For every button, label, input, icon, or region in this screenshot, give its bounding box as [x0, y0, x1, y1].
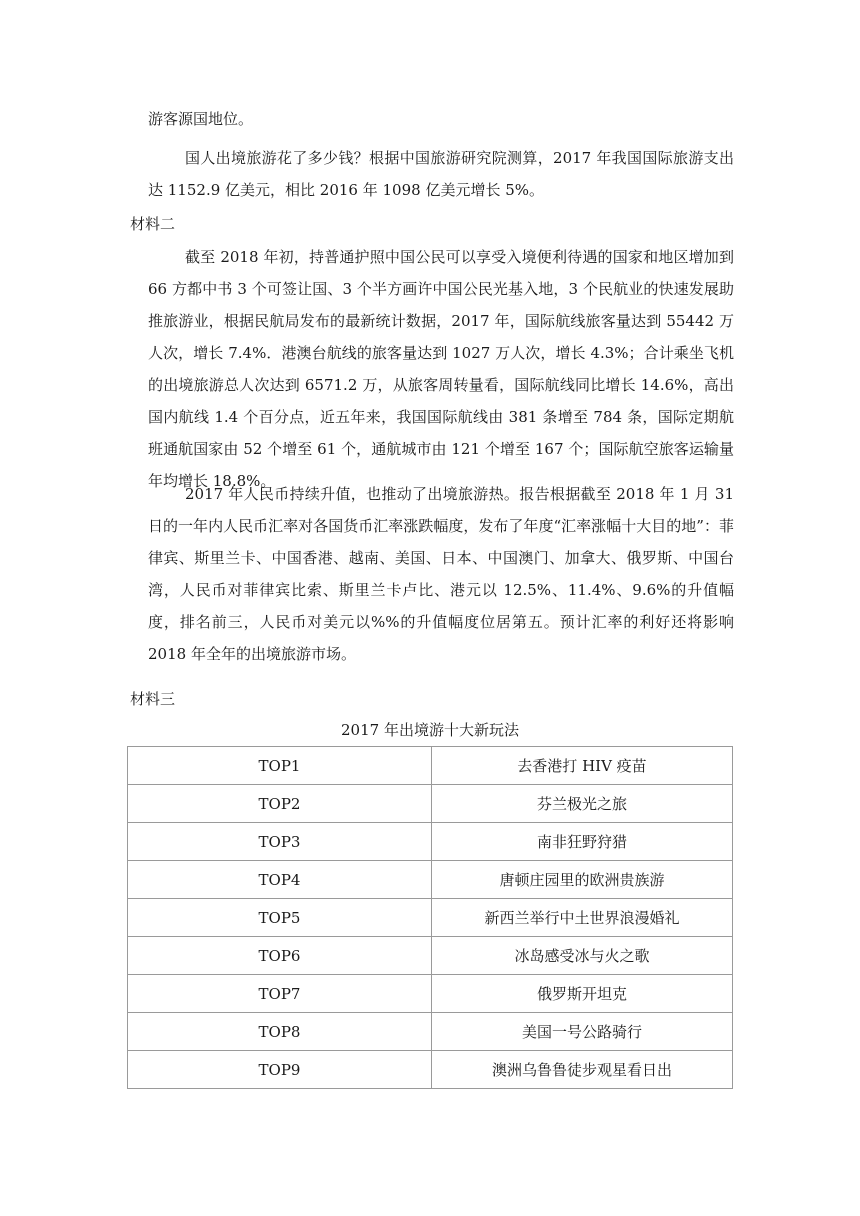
- rank-cell: TOP3: [128, 823, 432, 861]
- table-row: [128, 1051, 733, 1089]
- rank-cell: TOP7: [128, 975, 432, 1013]
- table-row: [128, 937, 733, 975]
- item-cell: 美国一号公路骑行: [432, 1013, 733, 1051]
- rank-cell: TOP5: [128, 899, 432, 937]
- item-cell: 新西兰举行中土世界浪漫婚礼: [432, 899, 733, 937]
- rank-cell: TOP2: [128, 785, 432, 823]
- item-cell: 南非狂野狩猎: [432, 823, 733, 861]
- paragraph-travel-spending: 国人出境旅游花了多少钱？根据中国旅游研究院测算，2017 年我国国际旅游支出达 1152.9 亿美元，相比 2016 年 1098 亿美元增长 5%。: [148, 149, 734, 199]
- table-row: [128, 1013, 733, 1051]
- item-cell: 俄罗斯开坦克: [432, 975, 733, 1013]
- rank-cell: TOP4: [128, 861, 432, 899]
- top-ten-table: [127, 746, 733, 1089]
- item-cell: 唐顿庄园里的欧洲贵族游: [432, 861, 733, 899]
- table-row: [128, 747, 733, 785]
- section-heading-material-3: 材料三: [130, 690, 176, 708]
- section-heading-material-2: 材料二: [130, 215, 176, 233]
- item-cell: 去香港打 HIV 疫苗: [432, 747, 733, 785]
- rank-cell: TOP1: [128, 747, 432, 785]
- paragraph-continuation: 游客源国地位。: [148, 110, 254, 128]
- paragraph-visa-aviation: 截至 2018 年初，持普通护照中国公民可以享受入境便利待遇的国家和地区增加到 66 方都中书 3 个可签让国、3 个半方画许中国公民光基入地，3 个民航业的快速发展助推旅游业，根据民航局发布的最新统计数据，2017 年，国际航线旅客量达到 55442 万人次，增长 7.4%．港澳台航线的旅客量达到 1027 万人次，增长 4.3%；合计乘坐飞机的出境旅游总人次达到 6571.2 万，从旅客周转量看，国际航线同比增长 14.6%，高出国内航线 1.4 个百分点，近五年来，我国国际航线由 381 条增至 784 条，国际定期航班通航国家由 52 个增至 61 个，通航城市由 121 个增至 167 个；国际航空旅客运输量年均增长 18.8%。: [148, 248, 734, 490]
- rank-cell: TOP8: [128, 1013, 432, 1051]
- item-cell: 冰岛感受冰与火之歌: [432, 937, 733, 975]
- table-caption: 2017 年出境游十大新玩法: [341, 721, 519, 739]
- item-cell: 澳洲乌鲁鲁徒步观星看日出: [432, 1051, 733, 1089]
- table-row: [128, 861, 733, 899]
- rank-cell: TOP6: [128, 937, 432, 975]
- rank-cell: TOP9: [128, 1051, 432, 1089]
- table-row: [128, 975, 733, 1013]
- table-row: [128, 899, 733, 937]
- item-cell: 芬兰极光之旅: [432, 785, 733, 823]
- paragraph-rmb-exchange: 2017 年人民币持续升值，也推动了出境旅游热。报告根据截至 2018 年 1 月 31 日的一年内人民币汇率对各国货币汇率涨跌幅度，发布了年度“汇率涨幅十大目的地”：菲律宾、斯里兰卡、中国香港、越南、美国、日本、中国澳门、加拿大、俄罗斯、中国台湾，人民币对菲律宾比索、斯里兰卡卢比、港元以 12.5%、11.4%、9.6%的升值幅度，排名前三，人民币对美元以%%的升值幅度位居第五。预计汇率的利好还将影响 2018 年全年的出境旅游市场。: [148, 485, 734, 663]
- table-row: [128, 785, 733, 823]
- table-row: [128, 823, 733, 861]
